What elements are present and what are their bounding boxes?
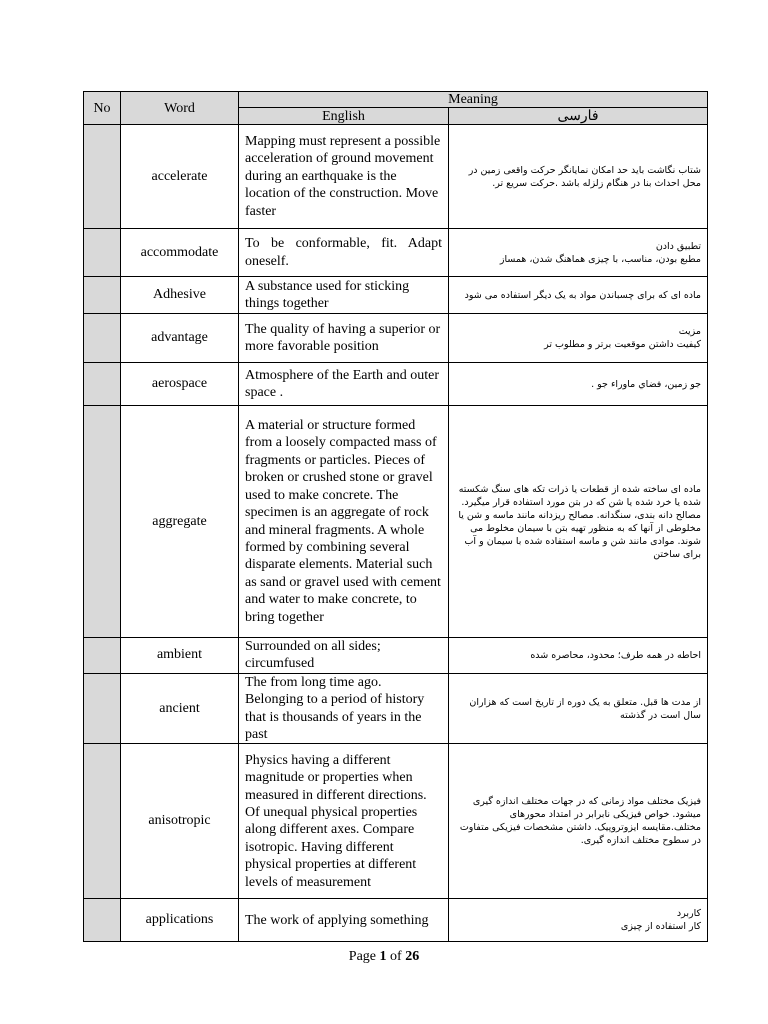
farsi-meaning-cell: از مدت ها قبل. متعلق به یک دوره از تاریخ است که هزاران سال است در گذشته	[449, 673, 708, 744]
header-meaning: Meaning	[239, 92, 708, 108]
table-row	[84, 406, 708, 638]
english-meaning-cell: The quality of having a superior or more favorable position	[239, 314, 449, 363]
farsi-meaning-cell: فیزیک مختلف مواد زمانی که در جهات مختلف اندازه گیری میشود. خواص فیزیکی نابرابر در امتداد محورهای مختلف.مقایسه ایزوتروپیک. داشتن مشخصات فیزیکی متفاوت در سطوح مختلف اندازه گیری.	[449, 744, 708, 899]
header-farsi: فارسی	[449, 108, 708, 125]
of-word: of	[390, 949, 402, 964]
table-row	[84, 125, 708, 229]
word-cell: ancient	[121, 673, 239, 744]
row-number-cell	[84, 638, 121, 674]
word-cell: anisotropic	[121, 744, 239, 899]
row-number-cell	[84, 125, 121, 229]
farsi-meaning-cell: جو زمین، فضاي ماوراء جو .	[449, 363, 708, 406]
row-number-cell	[84, 277, 121, 314]
table-row	[84, 744, 708, 899]
table-row	[84, 277, 708, 314]
farsi-meaning-cell: ماده ای که برای چسباندن مواد به یک دیگر استفاده می شود	[449, 277, 708, 314]
english-meaning-cell: The from long time ago. Belonging to a period of history that is thousands of years in the past	[239, 673, 449, 744]
table-row	[84, 363, 708, 406]
table-row	[84, 638, 708, 674]
table-row	[84, 229, 708, 277]
row-number-cell	[84, 363, 121, 406]
table-row	[84, 899, 708, 942]
word-cell: advantage	[121, 314, 239, 363]
english-meaning-cell: A material or structure formed from a loosely compacted mass of fragments or particles. Pieces of broken or crushed stone or gravel used to make concrete. The specimen is an aggregate of rock and mineral fragments. A whole formed by combining several disparate elements. Material such as sand or gravel used with cement and water to make concrete, to bring together	[239, 406, 449, 638]
word-cell: accelerate	[121, 125, 239, 229]
word-cell: ambient	[121, 638, 239, 674]
word-cell: applications	[121, 899, 239, 942]
farsi-meaning-cell: احاطه در همه طرف؛ محدود، محاصره شده	[449, 638, 708, 674]
english-meaning-cell: To be conformable, fit. Adapt oneself.	[239, 229, 449, 277]
header-word: Word	[121, 92, 239, 125]
word-cell: accommodate	[121, 229, 239, 277]
word-cell: aggregate	[121, 406, 239, 638]
row-number-cell	[84, 744, 121, 899]
farsi-meaning-cell: کاربرد کار استفاده از چیزی	[449, 899, 708, 942]
english-meaning-cell: Atmosphere of the Earth and outer space .	[239, 363, 449, 406]
row-number-cell	[84, 673, 121, 744]
table-row	[84, 673, 708, 744]
glossary-table	[83, 91, 708, 942]
word-cell: aerospace	[121, 363, 239, 406]
farsi-meaning-cell: شتاب نگاشت باید حد امکان نمایانگر حرکت واقعی زمین در محل احداث بنا در هنگام زلزله باشد .حرکت سریع تر.	[449, 125, 708, 229]
english-meaning-cell: A substance used for sticking things together	[239, 277, 449, 314]
farsi-meaning-cell: مزیت کیفیت داشتن موقعیت برتر و مطلوب تر	[449, 314, 708, 363]
english-meaning-cell: Mapping must represent a possible acceleration of ground movement during an earthquake is the location of the construction. Move faster	[239, 125, 449, 229]
word-cell: Adhesive	[121, 277, 239, 314]
row-number-cell	[84, 314, 121, 363]
header-english: English	[239, 108, 449, 125]
header-no: No	[84, 92, 121, 125]
english-meaning-cell: The work of applying something	[239, 899, 449, 942]
table-row	[84, 314, 708, 363]
farsi-meaning-cell: تطبیق دادن مطبع بودن، مناسب، با چیزی هماهنگ شدن، همساز	[449, 229, 708, 277]
row-number-cell	[84, 406, 121, 638]
farsi-meaning-cell: ماده ای ساخته شده از قطعات یا ذرات تکه های سنگ شکسته شده یا خرد شده یا شن که در بتن مورد استفاده قرار میگیرد. مصالح دانه بندی، سنگدانه. مصالح ریزدانه مانند ماسه و شن یا مخلوطی از آنها که به منظور تهیه بتن با سیمان مخلوط می شوند. موادی مانند شن و ماسه استفاده شده با سیمان و آب برای ساختن	[449, 406, 708, 638]
page-footer	[0, 949, 768, 965]
page-number: 1	[379, 949, 387, 964]
english-meaning-cell: Physics having a different magnitude or properties when measured in different directions. Of unequal physical properties along different axes. Compare isotropic. Having different physical properties at different levels of measurement	[239, 744, 449, 899]
page-word: Page	[348, 949, 377, 964]
row-number-cell	[84, 229, 121, 277]
row-number-cell	[84, 899, 121, 942]
page-total: 26	[405, 949, 420, 964]
english-meaning-cell: Surrounded on all sides; circumfused	[239, 638, 449, 674]
